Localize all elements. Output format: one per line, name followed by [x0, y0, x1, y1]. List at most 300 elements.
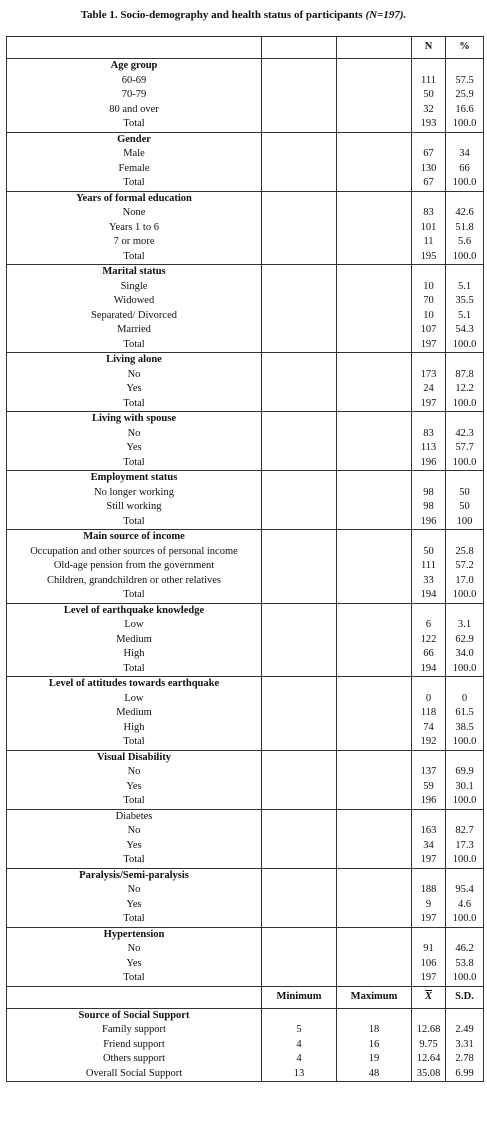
n-value: 98 [423, 486, 434, 498]
n-value: 67 [423, 148, 434, 159]
support-header-row [7, 986, 484, 1008]
section-percent-values [446, 191, 484, 265]
support-mean-value: 12.68 [416, 1024, 441, 1035]
spacer [412, 810, 445, 825]
support-min-value: 13 [293, 1067, 305, 1079]
support-max-value: 18 [368, 1024, 380, 1035]
section-row [7, 677, 484, 751]
section-percent-values [446, 927, 484, 986]
percent-value: 42.3 [455, 427, 474, 439]
section-row [7, 412, 484, 471]
section-percent-values [446, 603, 484, 677]
spacer [412, 751, 445, 766]
section-n-values [412, 603, 446, 677]
spacer [337, 1009, 411, 1024]
section-labels [7, 750, 262, 809]
n-value: 24 [423, 383, 434, 394]
n-value: 197 [420, 338, 437, 350]
row-label: Low [124, 692, 144, 704]
percent-value: 3.1 [457, 619, 472, 630]
support-title: Source of Social Support [78, 1009, 190, 1021]
spacer [446, 265, 483, 280]
empty-cell [262, 353, 337, 412]
percent-value: 82.7 [455, 825, 474, 836]
n-value: 163 [420, 825, 437, 836]
section-title: Diabetes [115, 810, 153, 822]
row-label: Old-age pension from the government [53, 560, 215, 571]
percent-value: 16.6 [455, 103, 474, 115]
percent-value: 69.9 [455, 766, 474, 777]
n-value: 98 [423, 501, 434, 512]
caption-text: Table 1. Socio-demography and health status of participants [80, 9, 363, 21]
n-value: 50 [423, 545, 434, 557]
percent-value: 35.5 [455, 295, 474, 306]
n-value: 32 [423, 103, 434, 115]
section-labels [7, 191, 262, 265]
support-header-sd: S.D. [446, 986, 484, 1008]
percent-value: 100.0 [452, 118, 477, 129]
n-value: 67 [423, 177, 434, 188]
percent-value: 100.0 [452, 736, 477, 747]
support-row-label: Overall Social Support [85, 1067, 183, 1079]
percent-value: 95.4 [455, 884, 474, 895]
empty-cell [262, 927, 337, 986]
row-label: Still working [106, 501, 162, 512]
support-mean-value: 9.75 [419, 1038, 438, 1050]
section-n-values [412, 191, 446, 265]
section-labels [7, 132, 262, 191]
row-label: Yes [126, 898, 142, 910]
support-max-value: 16 [368, 1038, 380, 1050]
percent-value: 0 [461, 692, 468, 704]
row-label: Yes [126, 442, 142, 453]
percent-value: 66 [459, 162, 470, 174]
row-label: Total [123, 397, 145, 409]
n-value: 66 [423, 648, 434, 659]
header-empty-label [7, 37, 262, 59]
n-value: 74 [423, 721, 434, 733]
section-row [7, 868, 484, 927]
empty-cell [262, 471, 337, 530]
n-value: 188 [420, 884, 437, 895]
support-row-label: Family support [102, 1024, 166, 1035]
row-label: Total [123, 250, 145, 262]
empty-cell [337, 677, 412, 751]
n-value: 83 [423, 427, 434, 439]
percent-value: 100.0 [452, 177, 477, 188]
support-min-value: 4 [296, 1038, 302, 1050]
section-title: Living with spouse [91, 413, 177, 424]
support-mean-value: 35.08 [416, 1067, 441, 1079]
section-title: Visual Disability [96, 751, 171, 763]
n-value: 194 [420, 662, 437, 674]
row-label: No [127, 884, 141, 895]
row-label: No [127, 427, 141, 439]
section-labels [7, 677, 262, 751]
percent-value: 100.0 [452, 854, 477, 865]
section-labels [7, 603, 262, 677]
empty-cell [337, 59, 412, 133]
empty-cell [337, 530, 412, 604]
section-title: Marital status [102, 266, 166, 277]
header-percent: % [446, 37, 484, 59]
support-mean-value: 12.64 [416, 1053, 441, 1064]
empty-cell [337, 750, 412, 809]
empty-cell [262, 191, 337, 265]
support-row-label: Others support [102, 1053, 166, 1064]
section-percent-values [446, 353, 484, 412]
section-row [7, 265, 484, 353]
row-label: Female [118, 162, 150, 174]
spacer [446, 677, 483, 692]
spacer [446, 928, 483, 943]
section-title: Age group [110, 60, 158, 71]
section-row [7, 59, 484, 133]
n-value: 118 [420, 707, 437, 718]
n-value: 0 [425, 692, 432, 704]
empty-cell [262, 530, 337, 604]
section-labels [7, 265, 262, 353]
empty-cell [262, 132, 337, 191]
support-header-mean [412, 986, 446, 1008]
spacer [446, 192, 483, 207]
empty-cell [262, 603, 337, 677]
percent-value: 30.1 [455, 780, 474, 792]
row-label: Male [123, 148, 145, 159]
section-percent-values [446, 750, 484, 809]
empty-cell [262, 677, 337, 751]
row-label: Total [123, 589, 145, 600]
section-title: Hypertension [103, 928, 165, 940]
percent-value: 12.2 [455, 383, 474, 394]
section-labels [7, 927, 262, 986]
percent-value: 53.8 [455, 957, 474, 969]
empty-cell [337, 353, 412, 412]
n-value: 197 [420, 972, 437, 983]
n-value: 173 [420, 368, 437, 380]
support-max-values [337, 1008, 412, 1082]
spacer [446, 751, 483, 766]
section-n-values [412, 353, 446, 412]
percent-value: 100.0 [452, 589, 477, 600]
n-value: 196 [420, 515, 437, 527]
n-value: 196 [420, 795, 437, 806]
section-percent-values [446, 59, 484, 133]
n-value: 197 [420, 913, 437, 924]
demographics-table [6, 36, 484, 1082]
n-value: 9 [425, 898, 432, 910]
support-sd-value: 2.49 [455, 1024, 474, 1035]
row-label: No [127, 766, 141, 777]
support-min-values [262, 1008, 337, 1082]
n-value: 10 [423, 280, 434, 292]
row-label: Yes [126, 957, 142, 969]
n-value: 34 [423, 839, 434, 851]
support-max-value: 19 [368, 1053, 380, 1064]
section-labels [7, 809, 262, 868]
percent-value: 5.1 [457, 309, 472, 321]
spacer [446, 1009, 483, 1024]
empty-cell [337, 809, 412, 868]
percent-value: 61.5 [455, 707, 474, 718]
spacer [412, 471, 445, 486]
spacer [412, 1009, 445, 1024]
spacer [412, 530, 445, 545]
row-label: Low [124, 619, 144, 630]
support-labels [7, 1008, 262, 1082]
row-label: 80 and over [109, 103, 159, 115]
spacer [446, 412, 483, 427]
percent-value: 100 [456, 515, 473, 527]
spacer [446, 353, 483, 368]
n-value: 195 [420, 250, 437, 262]
spacer [446, 604, 483, 619]
section-percent-values [446, 265, 484, 353]
n-value: 196 [420, 456, 437, 468]
row-label: No [127, 368, 141, 380]
section-n-values [412, 59, 446, 133]
n-value: 101 [420, 221, 437, 233]
spacer [412, 869, 445, 884]
row-label: Total [123, 338, 145, 350]
row-label: None [122, 207, 146, 218]
support-sd-values [446, 1008, 484, 1082]
row-label: Total [123, 177, 145, 188]
support-header-empty [7, 986, 262, 1008]
sections-body [7, 59, 484, 987]
section-row [7, 603, 484, 677]
section-n-values [412, 868, 446, 927]
n-value: 33 [423, 574, 434, 586]
spacer [412, 604, 445, 619]
spacer [412, 928, 445, 943]
section-n-values [412, 750, 446, 809]
spacer [412, 133, 445, 148]
n-value: 113 [420, 442, 437, 453]
support-section [7, 986, 484, 1082]
spacer [412, 353, 445, 368]
spacer [446, 810, 483, 825]
row-label: Total [123, 972, 145, 983]
percent-value: 5.6 [457, 236, 472, 247]
percent-value: 62.9 [455, 633, 474, 645]
row-label: No [127, 943, 141, 954]
section-percent-values [446, 809, 484, 868]
spacer [412, 677, 445, 692]
percent-value: 51.8 [455, 221, 474, 233]
spacer [446, 869, 483, 884]
section-n-values [412, 677, 446, 751]
section-title: Level of attitudes towards earthquake [48, 678, 220, 689]
section-n-values [412, 132, 446, 191]
n-value: 91 [423, 943, 434, 954]
section-percent-values [446, 132, 484, 191]
percent-value: 100.0 [452, 250, 477, 262]
row-label: Yes [126, 780, 142, 792]
percent-value: 17.3 [455, 839, 474, 851]
n-value: 83 [423, 207, 434, 218]
empty-cell [262, 412, 337, 471]
empty-cell [337, 603, 412, 677]
n-value: 193 [420, 118, 437, 129]
section-row [7, 809, 484, 868]
row-label: No [127, 825, 141, 836]
section-labels [7, 412, 262, 471]
percent-value: 4.6 [457, 898, 472, 910]
support-sd-value: 6.99 [455, 1067, 474, 1079]
section-labels [7, 471, 262, 530]
caption-sample-size: (N=197). [365, 9, 407, 21]
section-title: Gender [117, 133, 151, 145]
n-value: 11 [423, 236, 434, 247]
spacer [446, 59, 483, 74]
percent-value: 46.2 [455, 943, 474, 954]
row-label: Total [123, 913, 145, 924]
section-n-values [412, 809, 446, 868]
row-label: Total [123, 662, 145, 674]
section-title: Employment status [90, 472, 178, 483]
header-n: N [412, 37, 446, 59]
row-label: High [123, 648, 145, 659]
empty-cell [337, 927, 412, 986]
spacer [412, 192, 445, 207]
empty-cell [262, 809, 337, 868]
percent-value: 25.8 [455, 545, 474, 557]
section-n-values [412, 265, 446, 353]
n-value: 107 [420, 324, 437, 335]
empty-cell [337, 471, 412, 530]
section-n-values [412, 530, 446, 604]
section-labels [7, 530, 262, 604]
row-label: Married [117, 324, 151, 335]
n-value: 111 [421, 74, 436, 86]
empty-cell [262, 750, 337, 809]
n-value: 106 [420, 957, 437, 969]
table-caption [0, 8, 487, 23]
section-labels [7, 868, 262, 927]
support-header-min: Minimum [262, 986, 337, 1008]
section-row [7, 750, 484, 809]
row-label: Total [123, 736, 145, 747]
spacer [446, 471, 483, 486]
percent-value: 100.0 [452, 397, 477, 409]
section-labels [7, 353, 262, 412]
percent-value: 42.6 [455, 207, 474, 218]
row-label: 7 or more [113, 236, 155, 247]
n-value: 50 [423, 89, 434, 100]
empty-cell [337, 868, 412, 927]
section-percent-values [446, 530, 484, 604]
section-n-values [412, 927, 446, 986]
section-percent-values [446, 677, 484, 751]
percent-value: 100.0 [452, 662, 477, 674]
support-data-row [7, 1008, 484, 1082]
n-value: 59 [423, 780, 434, 792]
n-value: 130 [420, 162, 437, 174]
n-value: 192 [420, 736, 437, 747]
empty-cell [262, 265, 337, 353]
support-max-value: 48 [368, 1067, 380, 1079]
row-label: Total [123, 456, 145, 468]
n-value: 197 [420, 397, 437, 409]
row-label: 70-79 [121, 89, 147, 100]
support-mean-values [412, 1008, 446, 1082]
row-label: Medium [116, 707, 152, 718]
row-label: High [123, 721, 145, 733]
percent-value: 100.0 [452, 972, 477, 983]
row-label: Total [123, 854, 145, 865]
percent-value: 100.0 [452, 795, 477, 806]
support-min-value: 5 [296, 1024, 302, 1035]
spacer [446, 133, 483, 148]
mean-symbol: $\overline{X}$ [424, 990, 432, 1002]
section-row [7, 132, 484, 191]
n-value: 194 [420, 589, 437, 600]
empty-cell [262, 59, 337, 133]
section-title: Paralysis/Semi-paralysis [79, 869, 189, 881]
row-label: Widowed [113, 295, 155, 306]
spacer [262, 1009, 336, 1024]
empty-cell [337, 132, 412, 191]
spacer [412, 265, 445, 280]
row-label: Total [123, 795, 145, 806]
row-label: Separated/ Divorced [90, 309, 177, 321]
empty-cell [337, 191, 412, 265]
percent-value: 57.2 [455, 560, 474, 571]
row-label: Years 1 to 6 [109, 221, 159, 233]
percent-value: 57.5 [455, 74, 474, 86]
percent-value: 100.0 [452, 338, 477, 350]
percent-value: 50 [459, 501, 470, 512]
support-sd-value: 2.78 [455, 1053, 474, 1064]
n-value: 137 [420, 766, 437, 777]
section-row [7, 530, 484, 604]
section-row [7, 353, 484, 412]
section-title: Living alone [106, 354, 162, 365]
n-value: 70 [423, 295, 434, 306]
row-label: 60-69 [121, 74, 147, 86]
section-n-values [412, 412, 446, 471]
n-value: 197 [420, 854, 437, 865]
row-label: Yes [126, 839, 142, 851]
spacer [412, 59, 445, 74]
row-label: Total [123, 118, 145, 129]
support-row-label: Friend support [103, 1038, 165, 1050]
section-percent-values [446, 412, 484, 471]
row-label: Medium [116, 633, 152, 645]
section-title: Level of earthquake knowledge [63, 604, 205, 616]
n-value: 111 [421, 560, 436, 571]
percent-value: 34 [459, 148, 470, 159]
percent-value: 100.0 [452, 456, 477, 468]
empty-cell [337, 265, 412, 353]
row-label: Children, grandchildren or other relatives [46, 574, 222, 586]
table-header-row [7, 37, 484, 59]
section-row [7, 471, 484, 530]
section-title: Main source of income [83, 531, 185, 542]
row-label: Total [123, 515, 145, 527]
section-percent-values [446, 471, 484, 530]
spacer [412, 412, 445, 427]
section-percent-values [446, 868, 484, 927]
percent-value: 17.0 [455, 574, 474, 586]
n-value: 122 [420, 633, 437, 645]
n-value: 10 [423, 309, 434, 321]
support-sd-value: 3.31 [455, 1038, 474, 1050]
percent-value: 57.7 [455, 442, 474, 453]
percent-value: 100.0 [452, 913, 477, 924]
percent-value: 87.8 [455, 368, 474, 380]
